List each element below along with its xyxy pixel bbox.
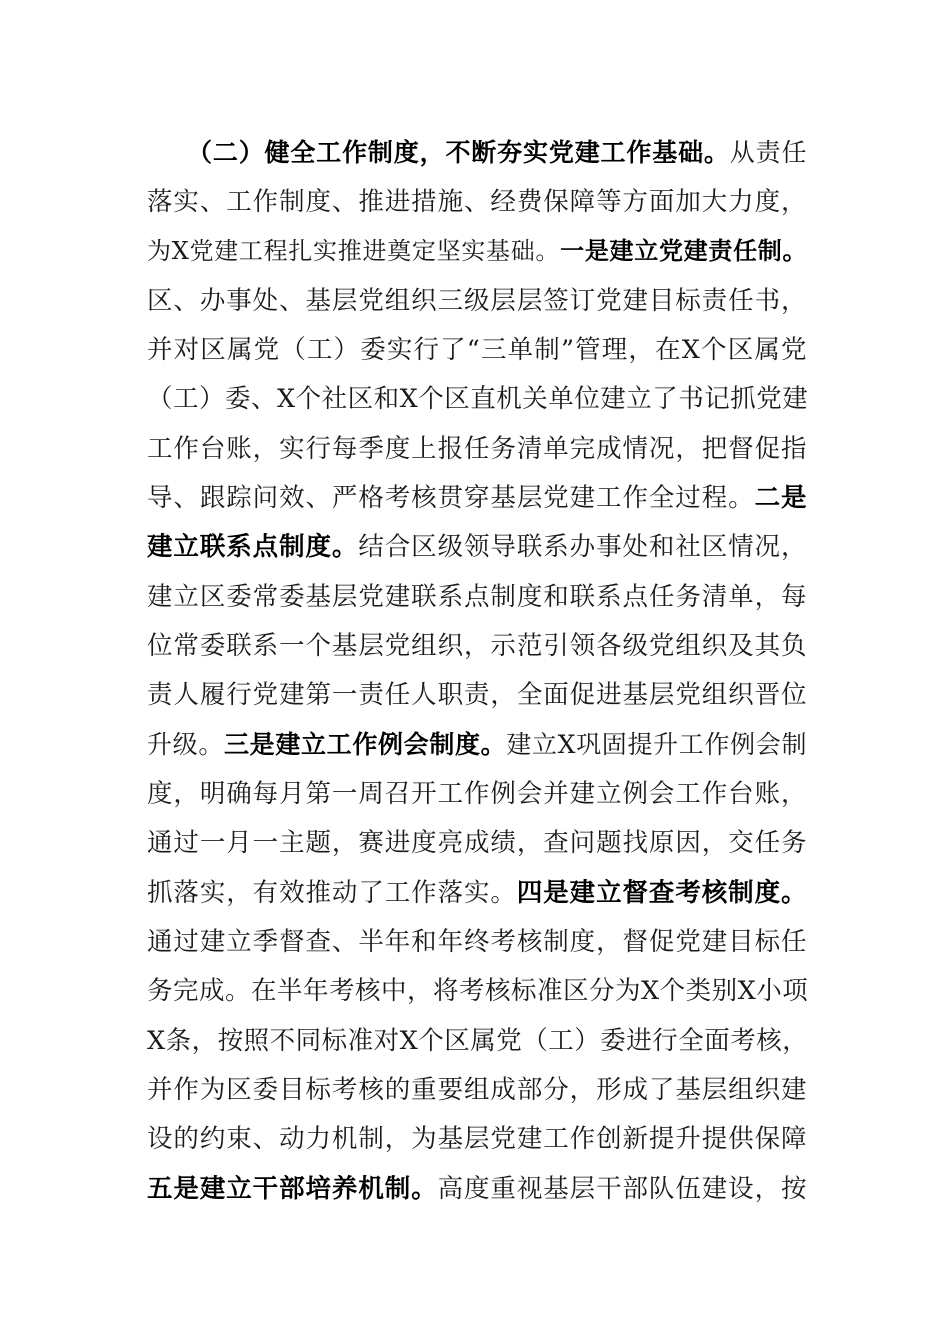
text-run: 结合区级领导联系办事处和社区情况， (358, 532, 807, 562)
text-run: 区、办事处、基层党组织三级层层签订党建目标责任书， (147, 286, 807, 316)
text-line (147, 281, 807, 321)
bold-heading: 二是 (754, 483, 807, 513)
text-run: 为X党建工程扎实推进奠定坚实基础。 (147, 237, 561, 265)
text-run: 建立区委常委基层党建联系点制度和联系点任务清单，每 (147, 582, 807, 612)
text-run: 通过一月一主题，赛进度亮成绩，查问题找原因，交任务 (147, 828, 807, 858)
text-line (187, 133, 807, 173)
text-line (147, 873, 807, 913)
text-line (147, 379, 807, 419)
text-line (147, 1119, 807, 1159)
text-run: 从责任 (729, 138, 807, 167)
text-run: 抓落实，有效推动了工作落实。 (147, 878, 517, 908)
text-run: 升级。 (147, 730, 224, 759)
text-run: （工）委、X个社区和X个区直机关单位建立了书记抓党建 (147, 384, 809, 414)
text-run: 高度重视基层干部队伍建设，按 (437, 1174, 807, 1204)
bold-heading: 建立联系点制度。 (147, 532, 359, 562)
text-run: 位常委联系一个基层党组织，示范引领各级党组织及其负 (147, 631, 807, 661)
text-line (147, 922, 807, 962)
text-line (147, 823, 807, 863)
text-run: 并作为区委目标考核的重要组成部分，形成了基层组织建 (147, 1075, 807, 1105)
text-run: 通过建立季督查、半年和年终考核制度，督促党建目标任 (147, 927, 807, 957)
bold-heading: 五是建立干部培养机制。 (147, 1174, 438, 1204)
bold-heading: （二）健全工作制度，不断夯实党建工作基础。 (187, 138, 730, 167)
text-line (147, 774, 807, 814)
bold-heading: 一是建立党建责任制。 (560, 237, 807, 265)
text-run: 责人履行党建第一责任人职责，全面促进基层党组织晋位 (147, 680, 807, 710)
text-line (147, 1070, 807, 1110)
text-line (147, 429, 807, 469)
text-run: 导、跟踪问效、严格考核贯穿基层党建工作全过程。 (147, 483, 755, 513)
text-run: 工作台账，实行每季度上报任务清单完成情况，把督促指 (147, 434, 807, 464)
text-run: 建立X巩固提升工作例会制 (506, 730, 807, 759)
text-line (147, 971, 807, 1011)
text-run: 度，明确每月第一周召开工作例会并建立例会工作台账， (147, 779, 807, 809)
bold-heading: 三是建立工作例会制度。 (224, 730, 507, 759)
text-line (147, 478, 807, 518)
text-line (147, 330, 807, 370)
text-line (147, 527, 807, 567)
text-line (147, 1021, 807, 1061)
text-line (147, 626, 807, 666)
text-line (147, 675, 807, 715)
text-run: 并对区属党（工）委实行了“三单制”管理，在X个区属党 (147, 335, 807, 365)
text-run: 务完成。在半年考核中，将考核标准区分为X个类别X小项 (147, 976, 809, 1006)
text-run: 落实、工作制度、推进措施、经费保障等方面加大力度， (147, 187, 807, 217)
text-line (147, 182, 807, 222)
text-line (147, 725, 807, 765)
text-run: X条，按照不同标准对X个区属党（工）委进行全面考核， (147, 1026, 809, 1056)
text-run: 设的约束、动力机制，为基层党建工作创新提升提供保障 (147, 1124, 807, 1154)
text-line (147, 1169, 807, 1209)
text-line (147, 577, 807, 617)
bold-heading: 四是建立督查考核制度。 (516, 878, 807, 908)
text-line (147, 231, 807, 271)
